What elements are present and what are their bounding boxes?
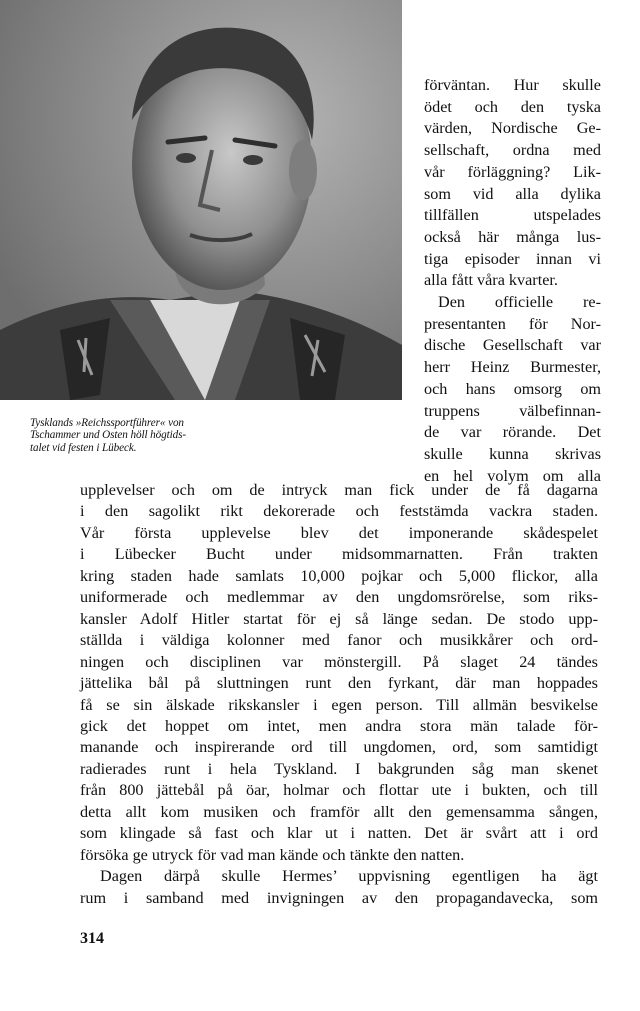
text-line: en hel volym om alla [424, 466, 601, 485]
portrait-photo [0, 0, 402, 400]
main-body-text [80, 480, 598, 909]
text-line: i Lübecker Bucht under midsommarnatten. Från trakten [80, 545, 598, 564]
text-line: gick det hoppet om intet, men andra stora män talade för- [80, 716, 598, 735]
text-line: som vid alla dylika [424, 184, 601, 203]
text-line: jättelika bål på sluttningen runt den fyrkant, där man hoppades [80, 674, 598, 693]
text-line: radierades runt i hela Tyskland. I bakgrunden såg man skenet [80, 759, 598, 778]
text-line: skulle kunna skrivas [424, 444, 601, 463]
text-line: också här många lus- [424, 227, 601, 246]
caption-line: Tschammer und Osten höll högtids- [30, 429, 187, 442]
text-line: upplevelser och om de intryck man fick under de få dagarna [80, 481, 598, 499]
caption-line: talet vid festen i Lübeck. [30, 441, 137, 454]
text-line: truppens välbefinnan- [424, 401, 601, 420]
text-line: kansler Adolf Hitler startat för ej så länge sedan. De stodo upp- [80, 609, 598, 628]
text-line: presentanten för Nor- [424, 314, 601, 333]
text-line: Vår första upplevelse blev det imponerande skådespelet [80, 523, 598, 542]
text-line: detta allt kom musiken och framför allt den gemensamma sången, [80, 802, 598, 821]
text-line: i den sagolikt rikt dekorerade och feststämda vackra staden. [80, 502, 598, 521]
text-line: förväntan. Hur skulle [424, 76, 601, 94]
text-line: som klingade så fast och klar ut i natten. Det är svårt att i ord [80, 824, 598, 843]
text-line: herr Heinz Burmester, [424, 358, 601, 377]
caption-line: Tysklands »Reichssportführer« von [30, 417, 184, 429]
text-line: tiga episoder innan vi [424, 249, 601, 268]
text-line: försöka ge utryck för vad man kände och tänkte den natten. [80, 845, 465, 864]
text-line: ningen och disciplinen var mönstergill. På slaget 24 tändes [80, 652, 598, 671]
text-line: ödet och den tyska [424, 97, 601, 116]
text-line: rum i samband med invigningen av den propagandavecka, som [80, 888, 598, 907]
text-line: tillfällen utspelades [424, 206, 601, 225]
text-line: ställda i väldiga kolonner med fanor och musikkårer och ord- [80, 631, 598, 650]
text-line: från 800 jättebål på öar, holmar och flottar ute i bukten, och till [80, 781, 598, 800]
text-line: vår förläggning? Lik- [424, 162, 601, 181]
text-line: Dagen därpå skulle Hermes’ uppvisning egentligen ha ägt [100, 867, 598, 886]
text-line: uniformerade och medlemmar av den ungdomsrörelse, som riks- [80, 588, 598, 607]
photo-caption [30, 417, 248, 454]
text-line: manande och inspirerande ord till ungdomen, ord, som samtidigt [80, 738, 598, 757]
text-line: och hans omsorg om [424, 379, 601, 398]
text-line: kring staden hade samlats 10,000 pojkar och 5,000 flickor, alla [80, 566, 598, 585]
text-line: Den officielle re- [438, 293, 601, 312]
text-line: värden, Nordische Ge- [424, 119, 601, 138]
text-line: få se sin älskade rikskansler i egen person. Till allmän besvikelse [80, 695, 598, 714]
text-line: de var rörande. Det [424, 423, 601, 442]
text-line: dische Gesellschaft var [424, 336, 601, 355]
text-line: sellschaft, ordna med [424, 141, 601, 160]
page-number: 314 [80, 930, 104, 947]
right-column-text [424, 75, 601, 487]
text-line: alla fått våra kvarter. [424, 271, 558, 290]
